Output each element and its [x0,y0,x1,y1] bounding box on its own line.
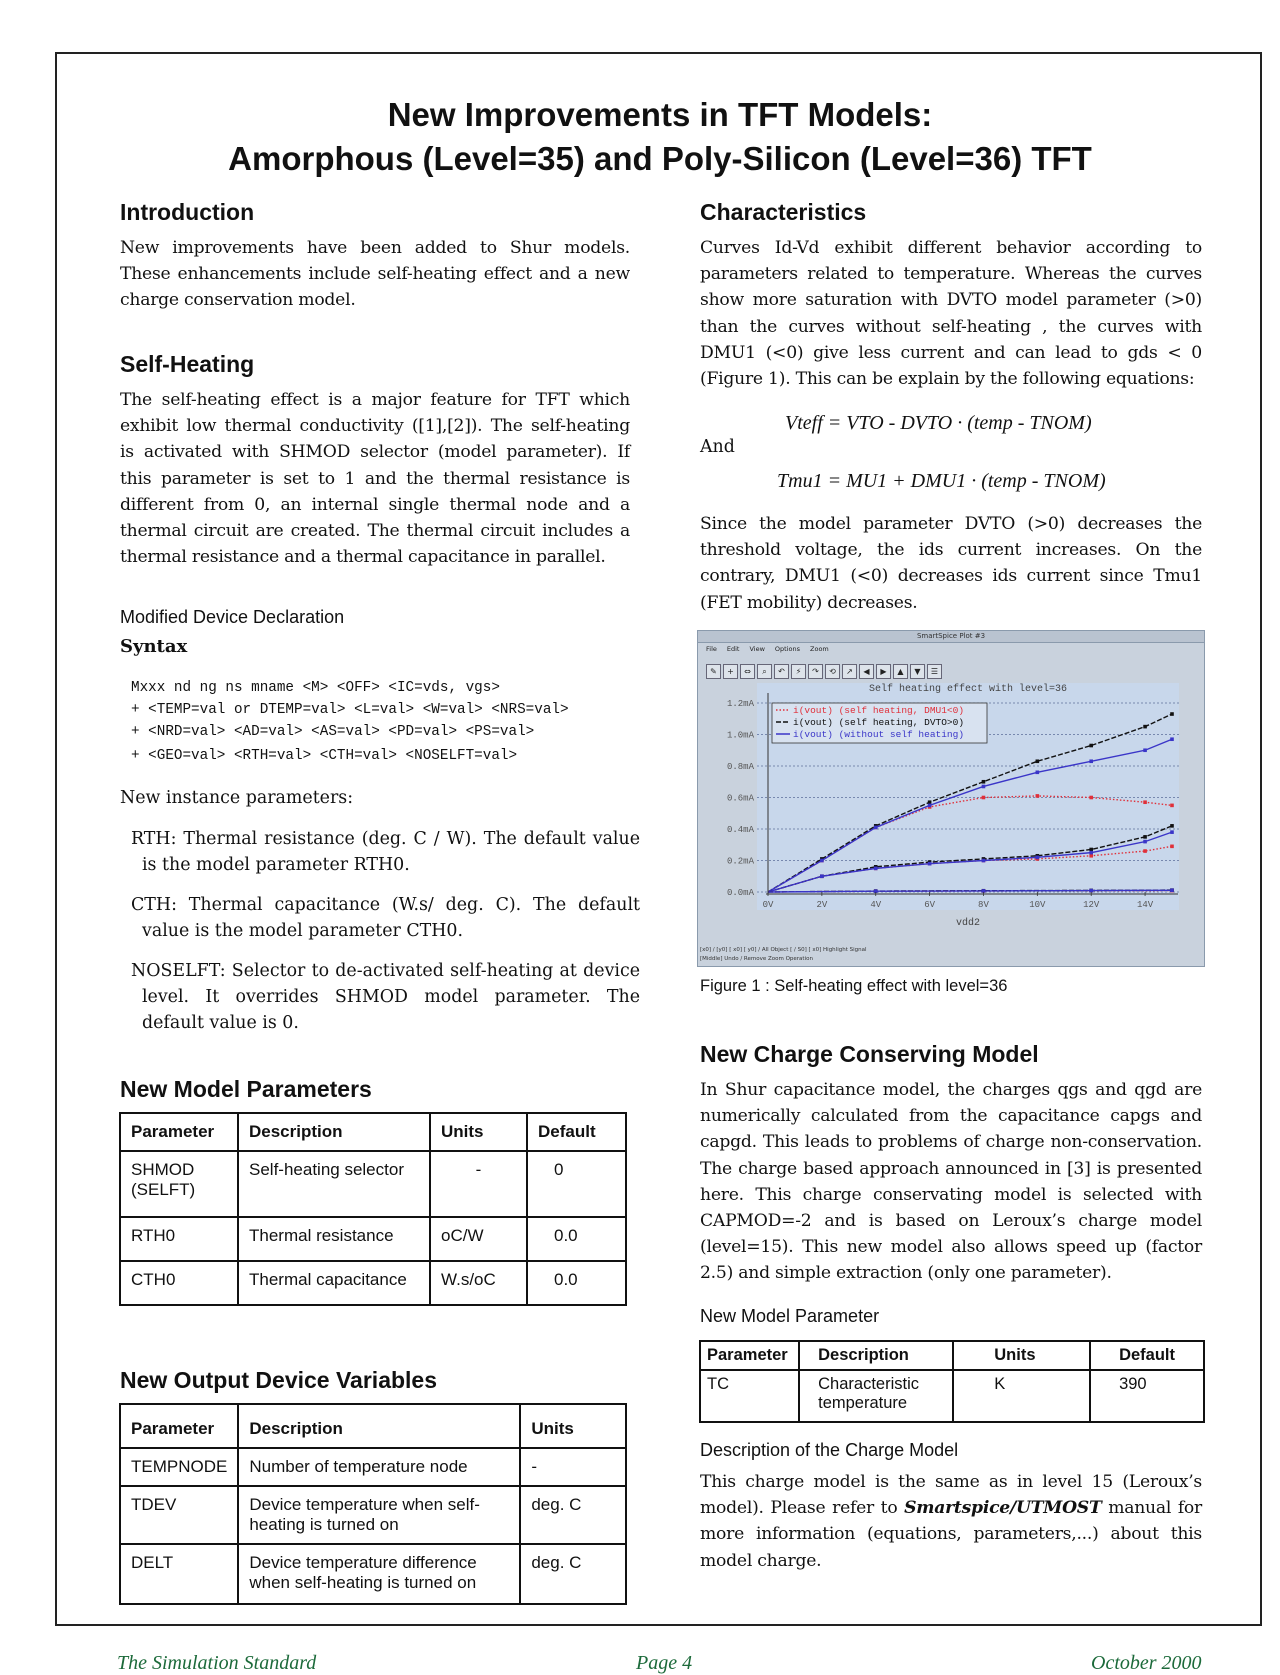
table-header: Description [799,1341,953,1370]
data-point [820,874,824,878]
window-title-bar: SmartSpice Plot #3 [698,631,1204,643]
table-row [120,1544,626,1604]
data-point [1036,759,1040,763]
charge-model-text: In Shur capacitance model, the charges qgs and qgd are numerically calculated from the capacitance capgs and capgd. This leads to problems of charge non-conservation. The charge based approach announced in [3] is presented here. This charge conservating model is selected with CAPMOD=-2 and is based on Leroux’s charge model (level=15). This new model also allows speed up (factor 2.5) and simple extraction (only one parameter). [700,1080,1202,1284]
footer-date: October 2000 [1091,1652,1202,1674]
table-cell: 0 [527,1151,626,1217]
menu-icon[interactable]: ☰ [927,664,942,679]
page-title-line1: New Improvements in TFT Models: [387,96,933,133]
chart-x-label: vdd2 [955,918,981,929]
data-point [1170,804,1174,808]
syntax-code-line: + <TEMP=val or DTEMP=val> <L=val> <W=val> <NRS=val> [131,702,569,718]
x-tick-label: 10V [1029,900,1046,910]
param-text: : Thermal capacitance (W.s/ deg. C). The default value is the model parameter CTH0. [142,895,640,941]
y-tick-label: 0.4mA [726,825,754,835]
menu-bar [698,643,1204,656]
data-point [1089,848,1093,852]
table-cell: Thermal capacitance [238,1261,430,1305]
data-point [1143,835,1147,839]
x-tick-label: 0V [762,900,774,910]
table-row [120,1448,626,1486]
figure-caption: Figure 1 : Self-heating effect with level=36 [700,977,1008,995]
data-point [1089,744,1093,748]
charge-model-heading: New Charge Conserving Model [700,1041,1039,1067]
table-row [120,1217,626,1261]
param-name: NOSELFT [131,961,220,981]
table-header: Description [238,1404,520,1448]
data-point [1143,840,1147,844]
table-header: Units [953,1341,1090,1370]
refresh-icon[interactable]: ⟲ [825,664,840,679]
menu-file[interactable]: File [706,645,717,653]
model-parameters-heading: New Model Parameters [120,1076,372,1102]
syntax-code-line: + <GEO=val> <RTH=val> <CTH=val> <NOSELFT=val> [131,748,518,764]
left-arrow-icon[interactable]: ◀ [859,664,874,679]
self-heating-heading: Self-Heating [120,351,255,377]
and-label: And [700,437,735,457]
characteristics-text: Curves Id-Vd exhibit different behavior according to parameters related to temperature. Whereas the curves show more saturation with DVTO model parameter (>0) than the curves without self-heating , the curves with DMU1 (<0) give less current and can lead to gds < 0 (Figure 1). This can be explain by the following equations: [700,238,1202,390]
table-cell: TEMPNODE [120,1448,238,1486]
table-header: Parameter [120,1404,238,1448]
footer-page-number: Page 4 [636,1652,693,1674]
param-text: : Selector to de-activated self-heating at device level. It overrides SHMOD model parameter. The default value is 0. [142,961,640,1033]
zoom-icon[interactable]: ⌕ [757,664,772,679]
table-cell: Device temperature when self-heating is turned on [238,1486,520,1544]
table-cell: RTH0 [120,1217,238,1261]
page-title-line2: Amorphous (Level=35) and Poly-Silicon (Level=36) TFT [228,140,1092,177]
syntax-code-line: Mxxx nd ng ns mname <M> <OFF> <IC=vds, vgs> [131,680,500,696]
table-header: Units [430,1113,527,1151]
characteristics-heading: Characteristics [700,199,867,225]
table-header: Default [1090,1341,1204,1370]
menu-options[interactable]: Options [774,645,801,653]
table-cell: Device temperature difference when self-heating is turned on [238,1544,520,1604]
table-cell: 390 [1090,1370,1204,1422]
table-header-row [700,1341,1204,1370]
param-cth [131,892,642,944]
menu-view[interactable]: View [749,645,765,653]
undo-icon[interactable]: ↶ [774,664,789,679]
table-header: Parameter [120,1113,238,1151]
data-point [1170,830,1174,834]
arrow-icon[interactable]: ↗ [842,664,857,679]
table-cell: K [953,1370,1090,1422]
flash-icon[interactable]: ⚡ [791,664,806,679]
characteristics-text-2: Since the model parameter DVTO (>0) decreases the threshold voltage, the ids current increases. On the contrary, DMU1 (<0) decreases ids current since Tmu1 (FET mobility) decreases. [700,514,1202,613]
output-variables-heading: New Output Device Variables [120,1367,438,1393]
chart-legend [772,703,987,743]
menu-zoom[interactable]: Zoom [810,645,829,653]
data-point [1143,748,1147,752]
up-arrow-icon[interactable]: ▲ [893,664,908,679]
syntax-code-line: + <NRD=val> <AD=val> <AS=val> <PD=val> <PS=val> [131,724,535,740]
data-point [928,804,932,808]
x-tick-label: 8V [978,900,989,910]
data-point [928,862,932,866]
legend-entry: i(vout) (self heating, DVTO>0) [793,717,965,728]
table-cell: TDEV [120,1486,238,1544]
data-point [1089,796,1093,800]
down-arrow-icon[interactable]: ▼ [910,664,925,679]
table-cell: deg. C [520,1544,626,1604]
table-cell: W.s/oC [430,1261,527,1305]
table-cell: SHMOD (SELFT) [120,1151,238,1217]
data-point [928,800,932,804]
x-tick-label: 14V [1136,900,1154,910]
plus-icon[interactable]: + [723,664,738,679]
smartspice-plot-window [697,630,1205,967]
data-point [1143,725,1147,729]
param-text: : Thermal resistance (deg. C / W). The default value is the model parameter RTH0. [142,829,640,875]
pencil-icon[interactable]: ✎ [706,664,721,679]
equation-vteff: Vteff = VTO - DVTO · (temp - TNOM) [785,412,1092,434]
chart-title: Self heating effect with level=36 [868,684,1068,695]
param-noselft [131,958,642,1036]
x-tick-label: 12V [1083,900,1100,910]
description-text-start: This charge model is the same as in level 15 (Leroux’s model). Please refer to [700,1472,1202,1519]
table-row [700,1370,1204,1422]
device-declaration-heading: Modified Device Declaration [120,607,345,627]
data-point [1170,712,1174,716]
data-point [1170,888,1174,892]
table-cell: Thermal resistance [238,1217,430,1261]
data-point [1089,851,1093,855]
table-cell: - [520,1448,626,1486]
data-point [1036,856,1040,860]
fit-icon[interactable]: ⇔ [740,664,755,679]
data-point [820,859,824,863]
footer-publication: The Simulation Standard [117,1652,317,1674]
table-row [120,1261,626,1305]
new-model-parameter-heading: New Model Parameter [700,1306,880,1326]
charge-model-description-heading: Description of the Charge Model [700,1440,959,1460]
y-tick-label: 0.0mA [726,888,754,898]
manual-name: Smartspice/UTMOST [904,1498,1102,1519]
introduction-heading: Introduction [120,199,255,225]
data-point [1143,800,1147,804]
table-cell: CTH0 [120,1261,238,1305]
table-cell: Number of temperature node [238,1448,520,1486]
table-cell: - [430,1151,527,1217]
syntax-label: Syntax [120,636,188,657]
data-point [1089,889,1093,893]
table-row [120,1151,626,1217]
menu-edit[interactable]: Edit [726,645,740,653]
table-header: Parameter [700,1341,799,1370]
data-point [1170,824,1174,828]
data-point [982,859,986,863]
table-header: Default [527,1113,626,1151]
charge-model-description-text [700,1469,1202,1574]
self-heating-text: The self-heating effect is a major feature for TFT which exhibit low thermal conductivity ([1],[2]). The self-heating is activated with SHMOD selector (model parameter). If this parameter is set to 1 and the thermal resistance is different from 0, an internal single thermal node and a thermal circuit are created. The thermal circuit includes a thermal resistance and a thermal capacitance in parallel. [120,390,630,568]
data-point [982,780,986,784]
table-cell: deg. C [520,1486,626,1544]
toolbar [706,664,942,679]
table-cell: oC/W [430,1217,527,1261]
equation-tmu1: Tmu1 = MU1 + DMU1 · (temp - TNOM) [777,470,1106,492]
y-tick-label: 1.2mA [726,699,754,709]
table-cell: Characteristic temperature [799,1370,953,1422]
table-header-row [120,1404,626,1448]
data-point [1170,737,1174,741]
table-cell: Self-heating selector [238,1151,430,1217]
data-point [874,867,878,871]
data-point [1170,845,1174,849]
legend-entry: i(vout) (self heating, DMU1<0) [793,705,965,716]
data-point [982,796,986,800]
data-point [874,826,878,830]
charge-parameter-table [699,1340,1205,1423]
data-point [1089,854,1093,858]
table-header: Units [520,1404,626,1448]
table-cell: TC [700,1370,799,1422]
plot-area [698,681,1204,961]
data-point [1143,849,1147,853]
table-cell: DELT [120,1544,238,1604]
param-rth [131,826,642,878]
legend-entry: i(vout) (without self heating) [793,729,965,740]
y-tick-label: 1.0mA [726,730,754,741]
table-cell: 0.0 [527,1217,626,1261]
table-row [120,1486,626,1544]
data-point [1036,771,1040,775]
model-parameters-table [119,1112,627,1306]
table-header-row [120,1113,626,1151]
description-text-end: manual for more information (equations, parameters,...) about this model charge. [700,1498,1202,1571]
data-point [1089,759,1093,763]
status-line-2: [Middle] Undo / Remove Zoom Operation [700,956,813,962]
param-name: CTH [131,895,172,915]
x-tick-label: 6V [924,900,936,910]
status-line-1: [x0] / [y0] [ x0] [ y0] / All Object [ / S0] [ x0] Highlight Signal [700,947,867,953]
param-name: RTH [131,829,171,849]
y-tick-label: 0.2mA [726,856,754,867]
introduction-text: New improvements have been added to Shur models. These enhancements include self-heating effect and a new charge conservation model. [120,238,630,311]
x-tick-label: 2V [816,900,828,910]
table-header: Description [238,1113,430,1151]
redo-icon[interactable]: ↷ [808,664,823,679]
data-point [982,785,986,789]
y-tick-label: 0.8mA [726,762,754,772]
instance-params-label: New instance parameters: [120,788,354,808]
data-point [1036,794,1040,798]
table-cell: 0.0 [527,1261,626,1305]
right-arrow-icon[interactable]: ▶ [876,664,891,679]
x-tick-label: 4V [870,900,882,910]
y-tick-label: 0.6mA [726,793,754,804]
output-variables-table [119,1403,627,1605]
